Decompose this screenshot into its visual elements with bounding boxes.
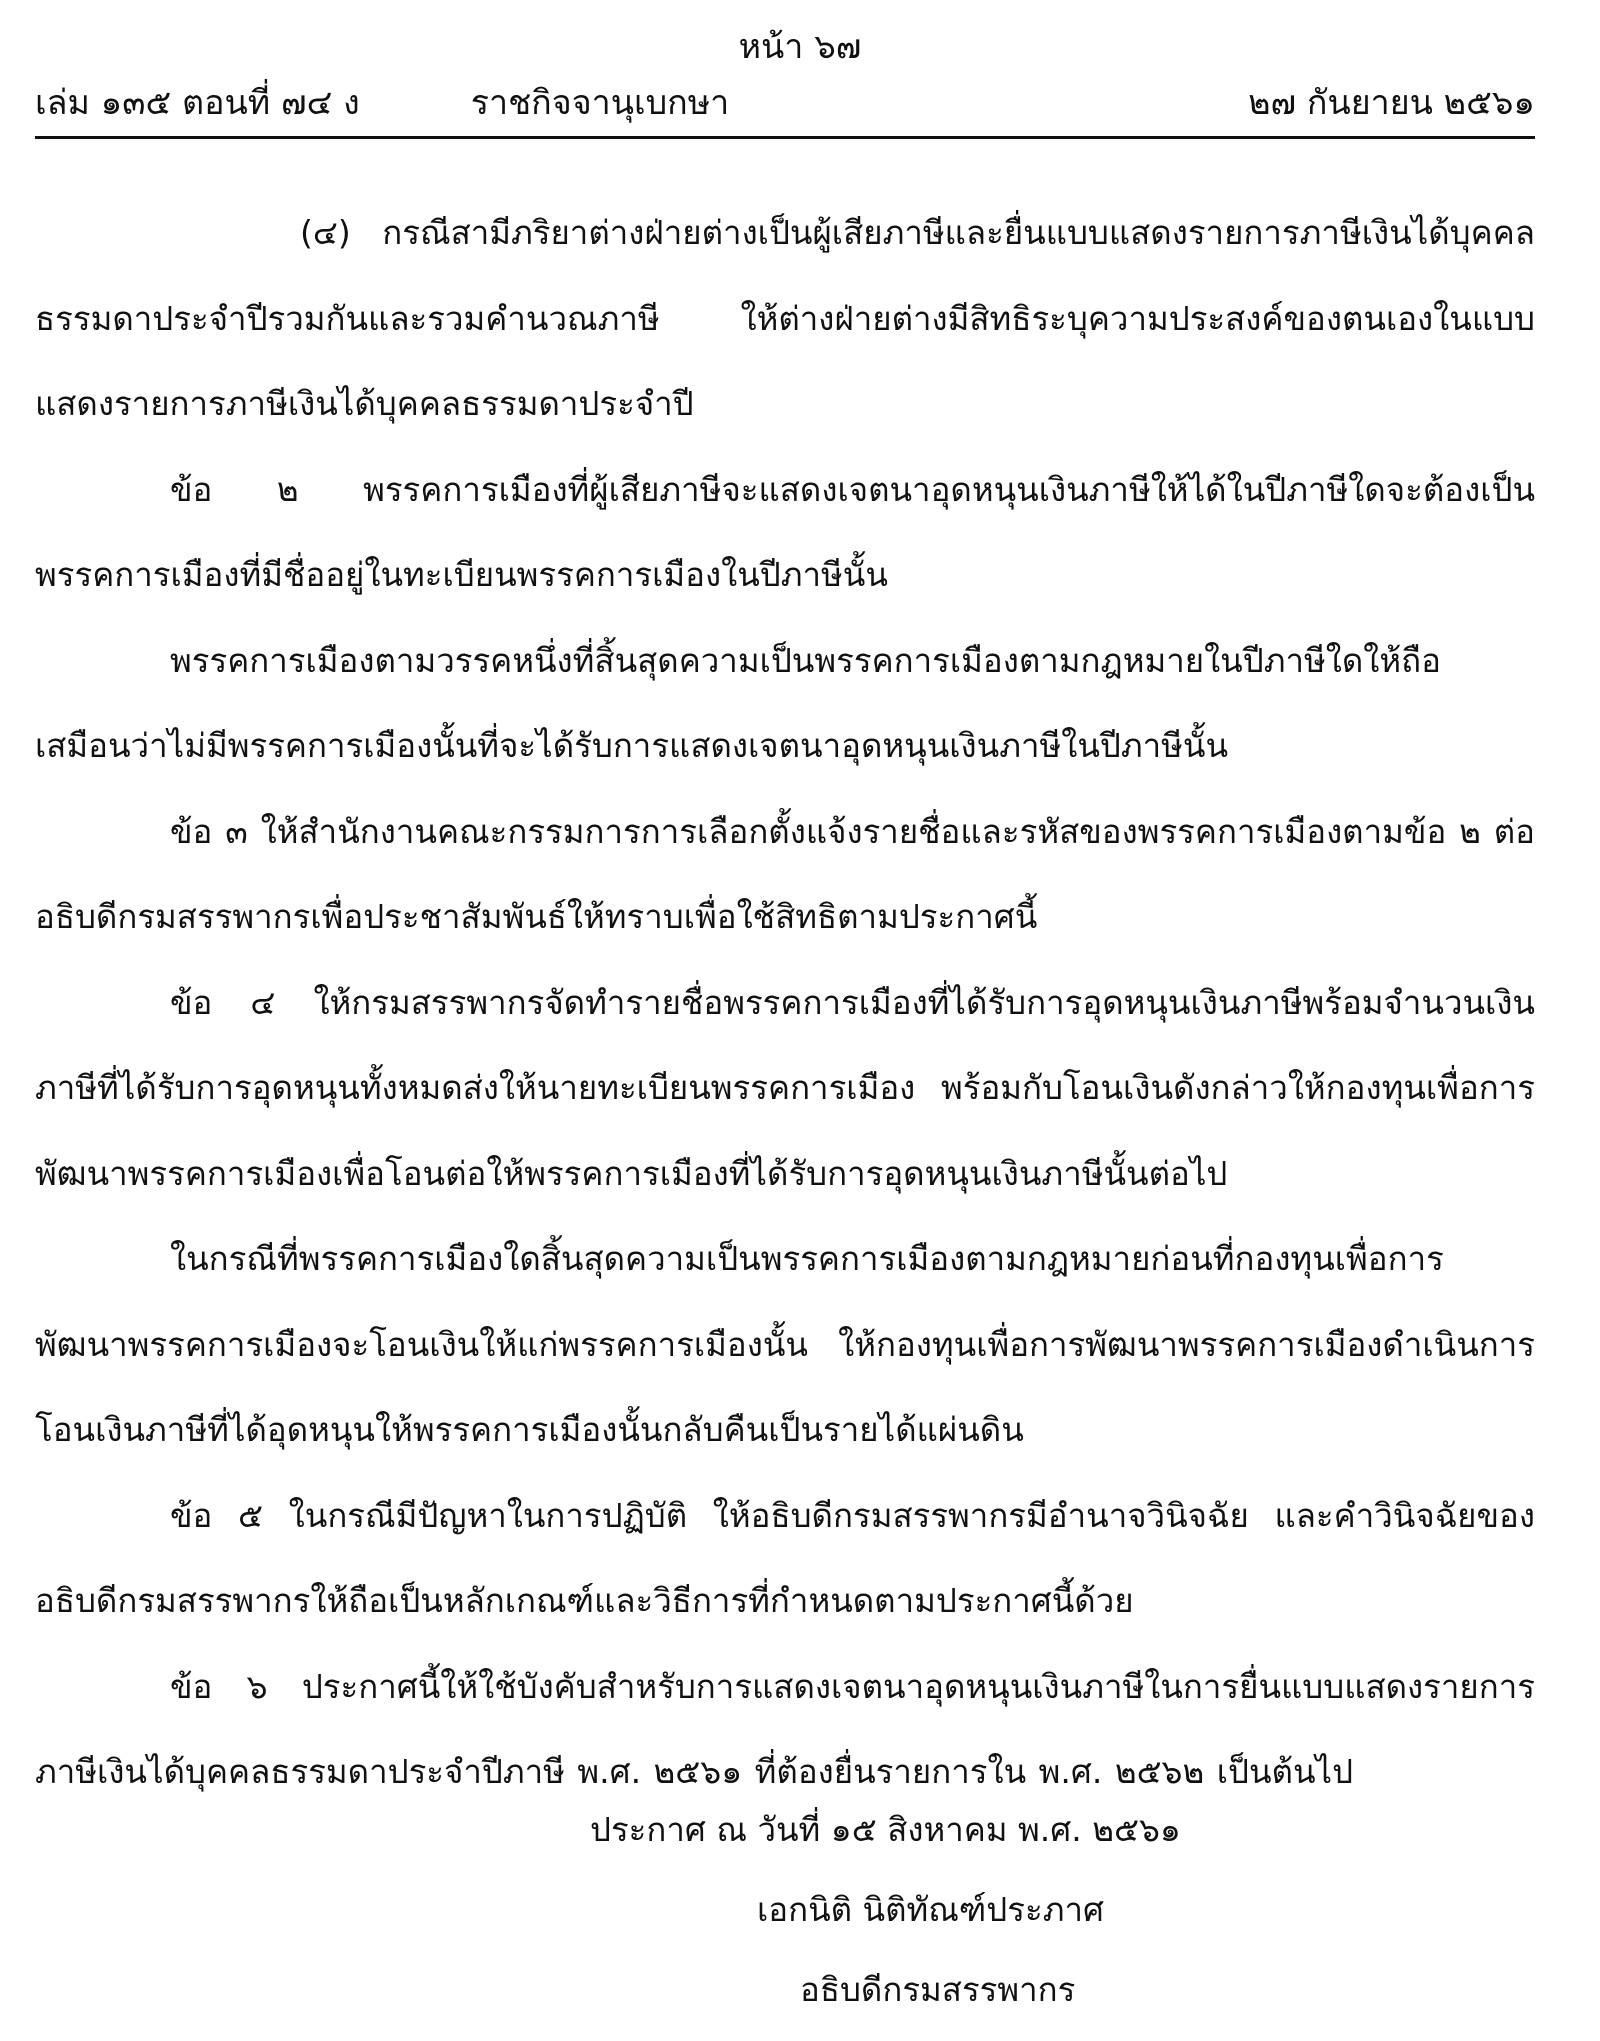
document-body [35,190,1535,1815]
header-divider [35,136,1535,139]
paragraph-clause-2-sub: พรรคการเมืองตามวรรคหนึ่งที่สิ้นสุดความเป็นพรรคการเมืองตามกฎหมายในปีภาษีใดให้ถือเสมือนว่าไม่มีพรรคการเมืองนั้นที่จะได้รับการแสดงเจตนาอุดหนุนเงินภาษีในปีภาษีนั้น [35,640,1441,765]
signatory-name: เอกนิติ นิติทัณฑ์ประภาศ [757,1890,1104,1929]
gazette-title: ราชกิจจานุเบกษา [470,83,730,123]
paragraph-clause-5: ข้อ ๕ ในกรณีมีปัญหาในการปฏิบัติ ให้อธิบดีกรมสรรพากรมีอำนาจวินิจฉัย และคำวินิจฉัยของอธิบดีกรมสรรพากรให้ถือเป็นหลักเกณฑ์และวิธีการที่กำหนดตามประกาศนี้ด้วย [35,1495,1535,1620]
paragraph-clause-1-4: (๔) กรณีสามีภริยาต่างฝ่ายต่างเป็นผู้เสียภาษีและยื่นแบบแสดงรายการภาษีเงินได้บุคคลธรรมดาประจำปีรวมกันและรวมคำนวณภาษี ให้ต่างฝ่ายต่างมีสิทธิระบุความประสงค์ของตนเองในแบบแสดงรายการภาษีเงินได้บุคคลธรรมดาประจำปี [35,213,1535,423]
publication-date: ๒๗ กันยายน ๒๕๖๑ [1248,83,1535,123]
gazette-header [35,78,1535,128]
paragraph-clause-2: ข้อ ๒ พรรคการเมืองที่ผู้เสียภาษีจะแสดงเจตนาอุดหนุนเงินภาษีให้ได้ในปีภาษีใดจะต้องเป็นพรรคการเมืองที่มีชื่ออยู่ในทะเบียนพรรคการเมืองในปีภาษีนั้น [35,469,1535,594]
paragraph-clause-3: ข้อ ๓ ให้สำนักงานคณะกรรมการการเลือกตั้งแจ้งรายชื่อและรหัสของพรรคการเมืองตามข้อ ๒ ต่ออธิบดีกรมสรรพากรเพื่อประชาสัมพันธ์ให้ทราบเพื่อใช้สิทธิตามประกาศนี้ [35,811,1535,936]
announcement-date: ประกาศ ณ วันที่ ๑๕ สิงหาคม พ.ศ. ๒๕๖๑ [590,1810,1181,1849]
paragraph-clause-4-sub: ในกรณีที่พรรคการเมืองใดสิ้นสุดความเป็นพรรคการเมืองตามกฎหมายก่อนที่กองทุนเพื่อการพัฒนาพรรคการเมืองจะโอนเงินให้แก่พรรคการเมืองนั้น ให้กองทุนเพื่อการพัฒนาพรรคการเมืองดำเนินการโอนเงินภาษีที่ได้อุดหนุนให้พรรคการเมืองนั้นกลับคืนเป็นรายได้แผ่นดิน [35,1239,1535,1449]
signatory-position: อธิบดีกรมสรรพากร [800,1970,1076,2009]
page-number: หน้า ๖๗ [738,27,862,67]
paragraph-clause-4: ข้อ ๔ ให้กรมสรรพากรจัดทำรายชื่อพรรคการเมืองที่ได้รับการอุดหนุนเงินภาษีพร้อมจำนวนเงินภาษีที่ได้รับการอุดหนุนทั้งหมดส่งให้นายทะเบียนพรรคการเมือง พร้อมกับโอนเงินดังกล่าวให้กองทุนเพื่อการพัฒนาพรรคการเมืองเพื่อโอนต่อให้พรรคการเมืองที่ได้รับการอุดหนุนเงินภาษีนั้นต่อไป [35,982,1535,1193]
volume-issue: เล่ม ๑๓๕ ตอนที่ ๗๔ ง [35,83,360,123]
paragraph-clause-6: ข้อ ๖ ประกาศนี้ให้ใช้บังคับสำหรับการแสดงเจตนาอุดหนุนเงินภาษีในการยื่นแบบแสดงรายการภาษีเงินได้บุคคลธรรมดาประจำปีภาษี พ.ศ. ๒๕๖๑ ที่ต้องยื่นรายการใน พ.ศ. ๒๕๖๒ เป็นต้นไป [35,1666,1535,1791]
